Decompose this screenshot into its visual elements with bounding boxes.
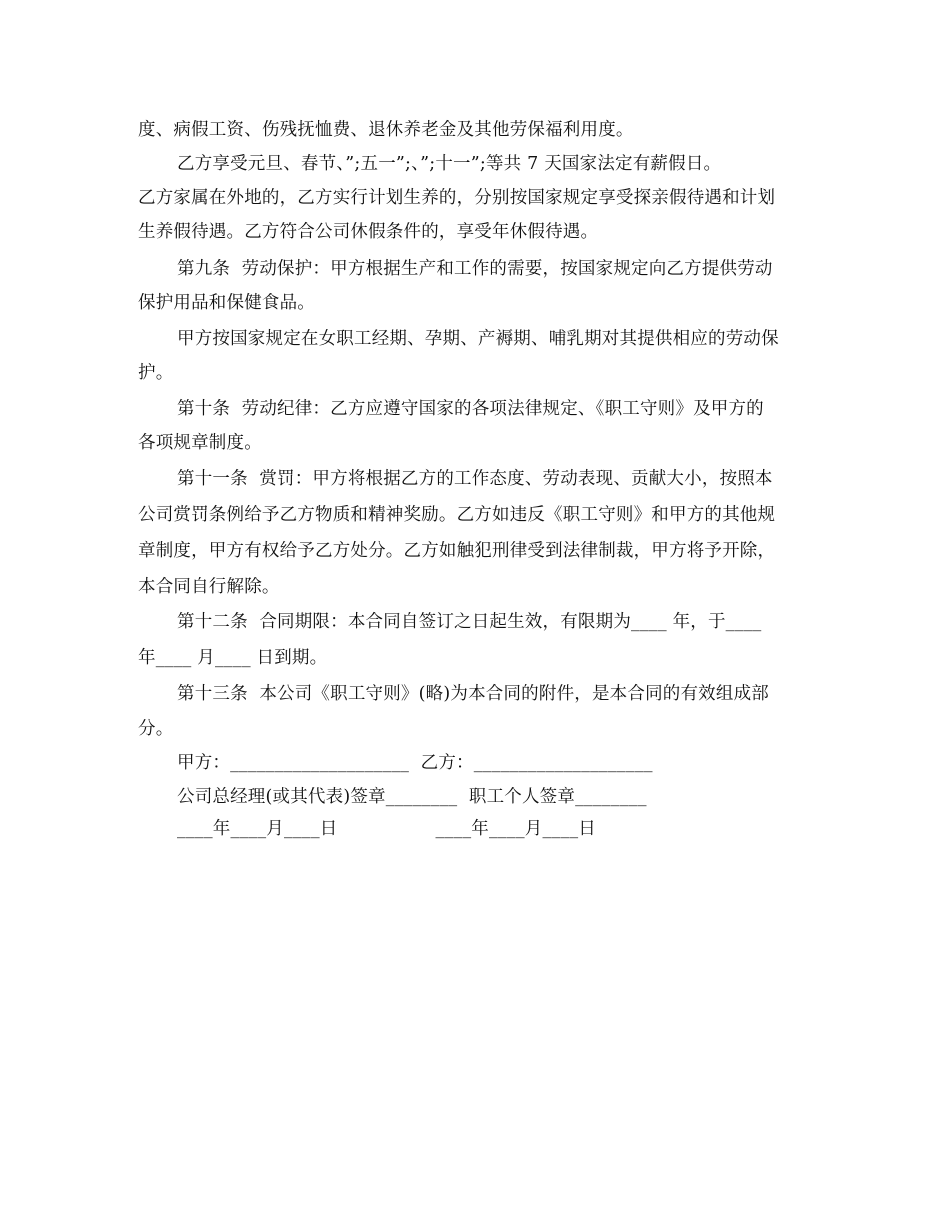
signature-line-seals: 公司总经理(或其代表)签章________ 职工个人签章________ — [177, 787, 647, 807]
text-line: 第十二条 合同期限：本合同自签订之日起生效，有限期为____ 年，于____ — [177, 612, 762, 632]
text-line: 护。 — [138, 363, 174, 383]
text-line: 甲方按国家规定在女职工经期、孕期、产褥期、哺乳期对其提供相应的劳动保 — [177, 329, 779, 349]
text-line: 章制度，甲方有权给予乙方处分。乙方如触犯刑律受到法律制裁，甲方将予开除， — [138, 541, 776, 561]
signature-line-parties: 甲方：____________________ 乙方：____________________ — [177, 753, 653, 773]
text-line: 年____ 月____ 日到期。 — [138, 648, 328, 668]
text-line: 第十条 劳动纪律：乙方应遵守国家的各项法律规定、《职工守则》及甲方的 — [177, 399, 764, 419]
text-line: 本合同自行解除。 — [138, 577, 280, 597]
text-line: 保护用品和保健食品。 — [138, 293, 315, 313]
text-line: 公司赏罚条例给予乙方物质和精神奖励。乙方如违反《职工守则》和甲方的其他规 — [138, 505, 776, 525]
signature-line-dates: ____年____月____日 ____年____月____日 — [177, 819, 596, 839]
text-line: 各项规章制度。 — [138, 433, 262, 453]
text-line: 生养假待遇。乙方符合公司休假条件的，享受年休假待遇。 — [138, 222, 599, 242]
text-line: 第十三条 本公司《职工守则》(略)为本合同的附件，是本合同的有效组成部 — [177, 684, 769, 704]
text-line: 度、病假工资、伤残抚恤费、退休养老金及其他劳保福利用度。 — [138, 120, 634, 140]
text-line: 乙方家属在外地的，乙方实行计划生养的，分别按国家规定享受探亲假待遇和计划 — [138, 188, 776, 208]
text-line: 分。 — [138, 719, 174, 739]
text-line: 第九条 劳动保护：甲方根据生产和工作的需要，按国家规定向乙方提供劳动 — [177, 259, 773, 279]
text-line: 第十一条 赏罚：甲方将根据乙方的工作态度、劳动表现、贡献大小，按照本 — [177, 469, 773, 489]
text-line: 乙方享受元旦、春节、”;五一”;、”;十一”;等共 7 天国家法定有薪假日。 — [177, 154, 722, 174]
